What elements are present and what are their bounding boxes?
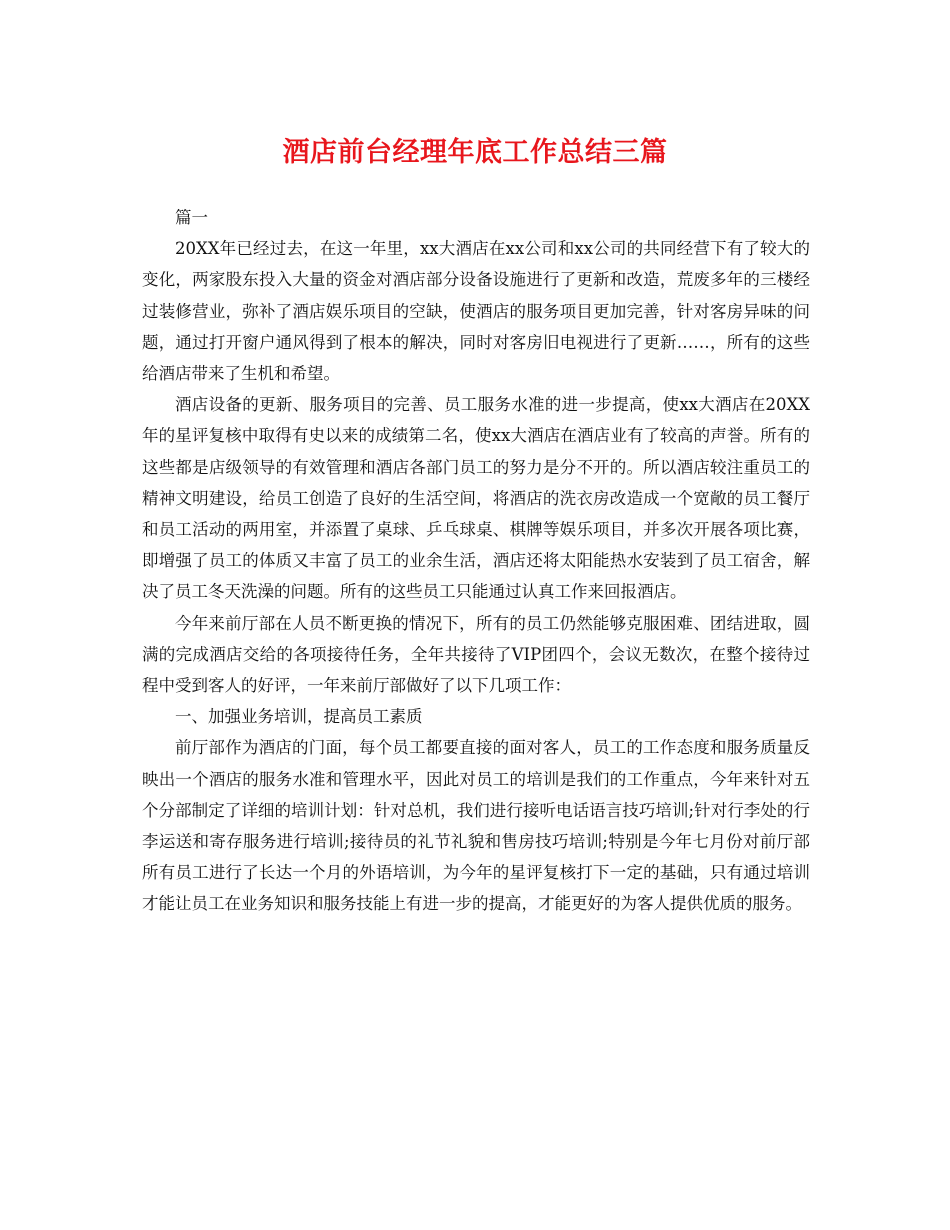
section-heading: 篇一 — [175, 208, 208, 227]
paragraph: 今年来前厅部在人员不断更换的情况下，所有的员工仍然能够克服困难、团结进取，圆满的完成酒店交给的各项接待任务，全年共接待了VIP团四个，会议无数次，在整个接待过程中受到客人的好评，一年来前厅部做好了以下几项工作： — [142, 613, 810, 696]
paragraph: 20XX年已经过去，在这一年里，xx大酒店在xx公司和xx公司的共同经营下有了较大的变化，两家股东投入大量的资金对酒店部分设备设施进行了更新和改造，荒废多年的三楼经过装修营业，弥补了酒店娱乐项目的空缺，使酒店的服务项目更加完善，针对客房异味的问题，通过打开窗户通风得到了根本的解决，同时对客房旧电视进行了更新……，所有的这些给酒店带来了生机和希望。 — [142, 239, 810, 384]
document-title: 酒店前台经理年底工作总结三篇 — [282, 137, 668, 168]
subheading: 一、加强业务培训，提高员工素质 — [175, 707, 423, 727]
paragraph: 前厅部作为酒店的门面，每个员工都要直接的面对客人，员工的工作态度和服务质量反映出一个酒店的服务水准和管理水平，因此对员工的培训是我们的工作重点，今年来针对五个分部制定了详细的培训计划：针对总机，我们进行接听电话语言技巧培训;针对行李处的行李运送和寄存服务进行培训;接待员的礼节礼貌和售房技巧培训;特别是今年七月份对前厅部所有员工进行了长达一个月的外语培训，为今年的星评复核打下一定的基础，只有通过培训才能让员工在业务知识和服务技能上有进一步的提高，才能更好的为客人提供优质的服务。 — [142, 738, 810, 914]
document-body — [142, 202, 810, 920]
paragraph: 酒店设备的更新、服务项目的完善、员工服务水准的进一步提高，使xx大酒店在20XX年的星评复核中取得有史以来的成绩第二名，使xx大酒店在酒店业有了较高的声誉。所有的这些都是店级领导的有效管理和酒店各部门员工的努力是分不开的。所以酒店较注重员工的精神文明建设，给员工创造了良好的生活空间，将酒店的洗衣房改造成一个宽敞的员工餐厅和员工活动的两用室，并添置了桌球、乒乓球桌、棋牌等娱乐项目，并多次开展各项比赛，即增强了员工的体质又丰富了员工的业余生活，酒店还将太阳能热水安装到了员工宿舍，解决了员工冬天洗澡的问题。所有的这些员工只能通过认真工作来回报酒店。 — [142, 395, 810, 602]
